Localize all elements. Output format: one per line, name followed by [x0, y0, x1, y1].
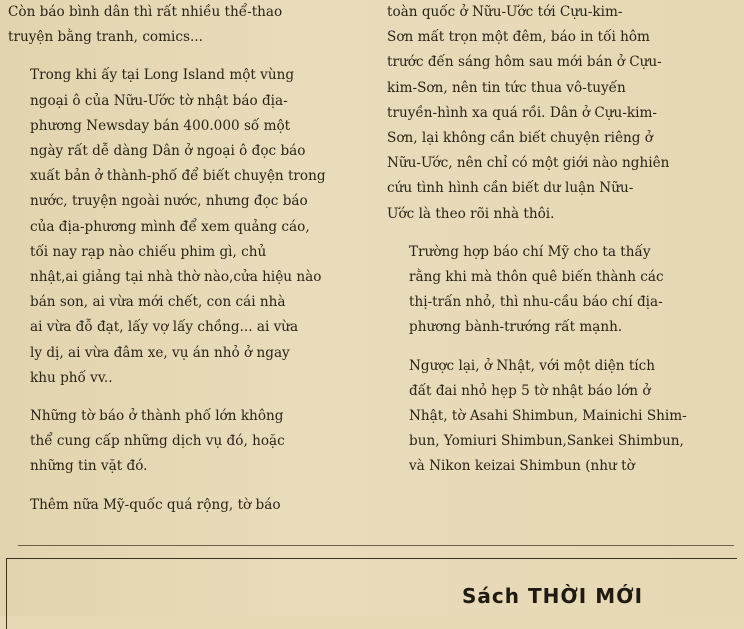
- text-line: Sơn mất trọn một đêm, báo in tối hôm: [387, 29, 650, 46]
- divider-line: [18, 545, 734, 546]
- left-column: [8, 0, 360, 518]
- text-line: kim-Sơn, nên tin tức thua vô-tuyến: [387, 79, 626, 96]
- text-line: ly dị, ai vừa đâm xe, vụ án nhỏ ở ngay: [30, 344, 290, 361]
- text-line: trước đến sáng hôm sau mới bán ở Cựu-: [387, 54, 662, 71]
- paragraph-japan: [387, 354, 741, 480]
- text-line: ngày rất dễ dàng Dân ở ngoại ô đọc báo: [30, 143, 306, 160]
- paragraph-long-island: [8, 63, 360, 391]
- text-line: truyện bằng tranh, comics...: [8, 29, 203, 46]
- text-line: Sơn, lại không cần biết chuyện riêng ở: [387, 130, 653, 147]
- paragraph-us-case: [387, 240, 741, 341]
- paragraph-cont: [8, 0, 360, 50]
- text-line: những tin vặt đó.: [30, 458, 148, 475]
- text-line: phương bành-trướng rất mạnh.: [409, 319, 623, 336]
- paragraph-city-papers: [8, 404, 360, 480]
- text-line: phương Newsday bán 400.000 số một: [30, 117, 291, 134]
- text-line: của địa-phương mình để xem quảng cáo,: [30, 218, 310, 235]
- right-column: [387, 0, 741, 480]
- text-line: ai vừa đỗ đạt, lấy vợ lấy chồng... ai vừa: [30, 319, 299, 336]
- text-line: Ngược lại, ở Nhật, với một diện tích: [409, 357, 656, 374]
- text-line: thị-trấn nhỏ, thì nhu-cầu báo chí địa-: [409, 294, 663, 311]
- paragraph-national-papers: [387, 0, 741, 227]
- text-line: Thêm nữa Mỹ-quốc quá rộng, tờ báo: [30, 496, 281, 513]
- text-line: khu phố vv..: [30, 369, 113, 386]
- text-line: thể cung cấp những dịch vụ đó, hoặc: [30, 433, 285, 450]
- text-line: xuất bản ở thành-phố để biết chuyện trong: [30, 168, 326, 185]
- text-line: Trường hợp báo chí Mỹ cho ta thấy: [409, 243, 651, 260]
- text-line: nhật,ai giảng tại nhà thờ nào,cửa hiệu nào: [30, 269, 322, 286]
- text-line: đất đai nhỏ hẹp 5 tờ nhật báo lớn ở: [409, 382, 651, 399]
- text-line: Trong khi ấy tại Long Island một vùng: [30, 67, 295, 84]
- text-line: tối nay rạp nào chiếu phim gì, chủ: [30, 243, 267, 260]
- text-line: cứu tình hình cần biết dư luận Nữu-: [387, 180, 634, 197]
- text-line: bun, Yomiuri Shimbun,Sankei Shimbun,: [409, 433, 684, 450]
- text-line: Nhật, tờ Asahi Shimbun, Mainichi Shim-: [409, 408, 687, 425]
- text-line: Nữu-Ước, nên chỉ có một giới nào nghiên: [387, 155, 670, 172]
- text-line: ngoại ô của Nữu-Ước tờ nhật báo địa-: [30, 92, 288, 109]
- text-line: rằng khi mà thôn quê biến thành các: [409, 269, 664, 286]
- paragraph-usa-large: [8, 493, 360, 518]
- text-line: Ước là theo rõi nhà thôi.: [387, 205, 555, 222]
- text-line: Còn báo bình dân thì rất nhiều thể-thao: [8, 4, 283, 20]
- advert-title: Sách THỜI MỚI: [462, 584, 644, 608]
- text-line: truyền-hình xa quá rồi. Dân ở Cựu-kim-: [387, 104, 657, 121]
- text-line: toàn quốc ở Nữu-Ước tới Cựu-kim-: [387, 4, 623, 20]
- text-line: bán son, ai vừa mới chết, con cái nhà: [30, 294, 286, 311]
- text-line: nước, truyện ngoài nước, nhưng đọc báo: [30, 193, 308, 210]
- text-line: và Nikon keizai Shimbun (như tờ: [409, 458, 635, 475]
- text-line: Những tờ báo ở thành phố lớn không: [30, 408, 284, 425]
